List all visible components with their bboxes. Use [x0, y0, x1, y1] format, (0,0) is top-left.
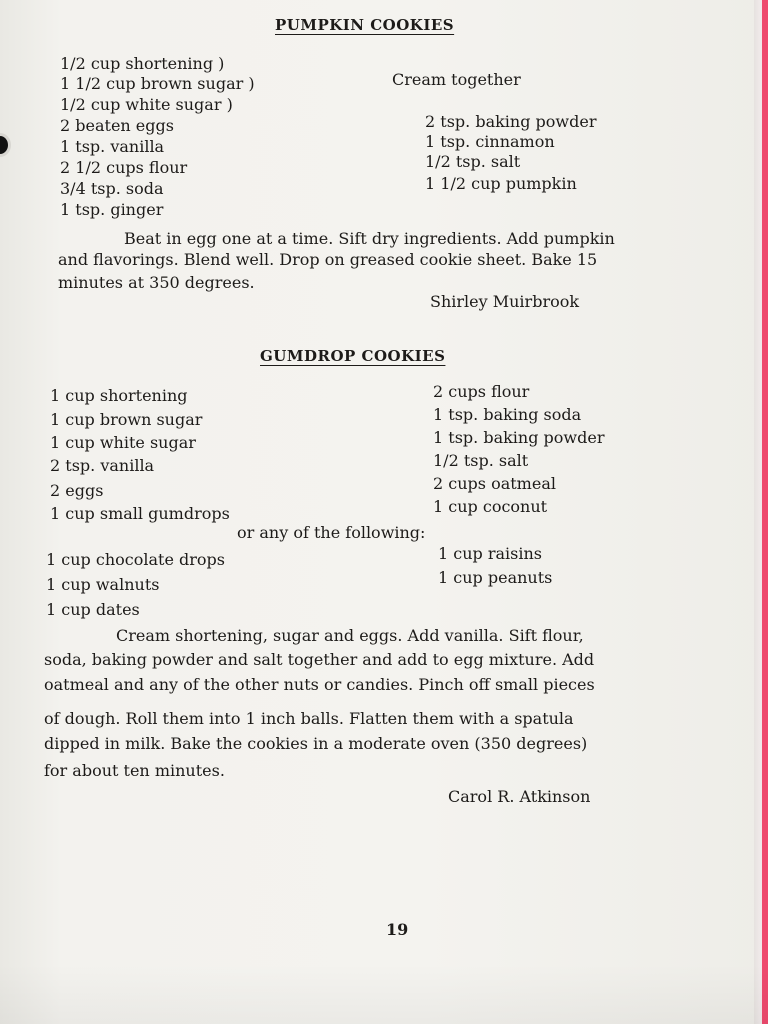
page-number: 19 [386, 920, 409, 939]
ingredient: 1 tsp. ginger [60, 200, 164, 219]
ingredient: 1 tsp. vanilla [60, 137, 165, 156]
recipe-title-gumdrop: GUMDROP COOKIES [260, 347, 446, 365]
ingredient: 1 cup shortening [50, 386, 188, 405]
ingredient-option: 1 cup peanuts [438, 568, 553, 587]
ingredient: 1 cup coconut [433, 497, 548, 516]
instructions-line: dipped in milk. Bake the cookies in a moderate oven (350 degrees) [44, 734, 588, 753]
recipe-title-pumpkin: PUMPKIN COOKIES [275, 16, 455, 34]
ingredient: 1 cup small gumdrops [50, 504, 230, 523]
recipe-author: Carol R. Atkinson [448, 787, 591, 806]
ingredient: 1 cup white sugar [50, 433, 196, 452]
ingredient: 1/2 tsp. salt [425, 152, 521, 171]
instructions-line: soda, baking powder and salt together and add to egg mixture. Add [44, 650, 595, 669]
instructions-line: oatmeal and any of the other nuts or candies. Pinch off small pieces [44, 675, 595, 694]
ingredient-option: 1 cup chocolate drops [46, 550, 225, 569]
ingredient: 1/2 tsp. salt [433, 451, 529, 470]
instructions-line: for about ten minutes. [44, 761, 225, 780]
instructions-line: and flavorings. Blend well. Drop on greased cookie sheet. Bake 15 [58, 250, 598, 269]
ingredient: 1 tsp. baking powder [433, 428, 605, 447]
ingredient-option: 1 cup raisins [438, 544, 543, 563]
pink-cover-edge [762, 0, 768, 1024]
or-any-note: or any of the following: [237, 523, 426, 542]
ingredient: 2 cups oatmeal [433, 474, 556, 493]
page-shading [0, 964, 768, 1024]
ingredient: 1/2 cup shortening ) [60, 54, 225, 73]
ingredient: 2 tsp. baking powder [425, 112, 597, 131]
ingredient-option: 1 cup walnuts [46, 575, 160, 594]
ingredient: 2 tsp. vanilla [50, 456, 155, 475]
instructions-line: Beat in egg one at a time. Sift dry ingredients. Add pumpkin [124, 229, 615, 248]
instructions-line: of dough. Roll them into 1 inch balls. Flatten them with a spatula [44, 709, 574, 728]
ingredient: 1 tsp. cinnamon [425, 132, 555, 151]
ingredient: 2 cups flour [433, 382, 530, 401]
ingredient: 3/4 tsp. soda [60, 179, 164, 198]
recipe-author: Shirley Muirbrook [430, 292, 580, 311]
ingredient-option: 1 cup dates [46, 600, 140, 619]
instructions-line: minutes at 350 degrees. [58, 273, 255, 292]
ingredient: 1 tsp. baking soda [433, 405, 582, 424]
instructions-line: Cream shortening, sugar and eggs. Add vanilla. Sift flour, [116, 626, 584, 645]
ingredient: 1 1/2 cup brown sugar ) [60, 74, 255, 93]
ingredient: 1 cup brown sugar [50, 410, 203, 429]
ingredient: 1/2 cup white sugar ) [60, 95, 233, 114]
ingredient: 1 1/2 cup pumpkin [425, 174, 577, 193]
ingredient: 2 beaten eggs [60, 116, 174, 135]
ingredient: 2 eggs [50, 481, 104, 500]
ingredient: 2 1/2 cups flour [60, 158, 188, 177]
binder-hole [0, 136, 8, 154]
cream-together-note: Cream together [392, 70, 521, 89]
